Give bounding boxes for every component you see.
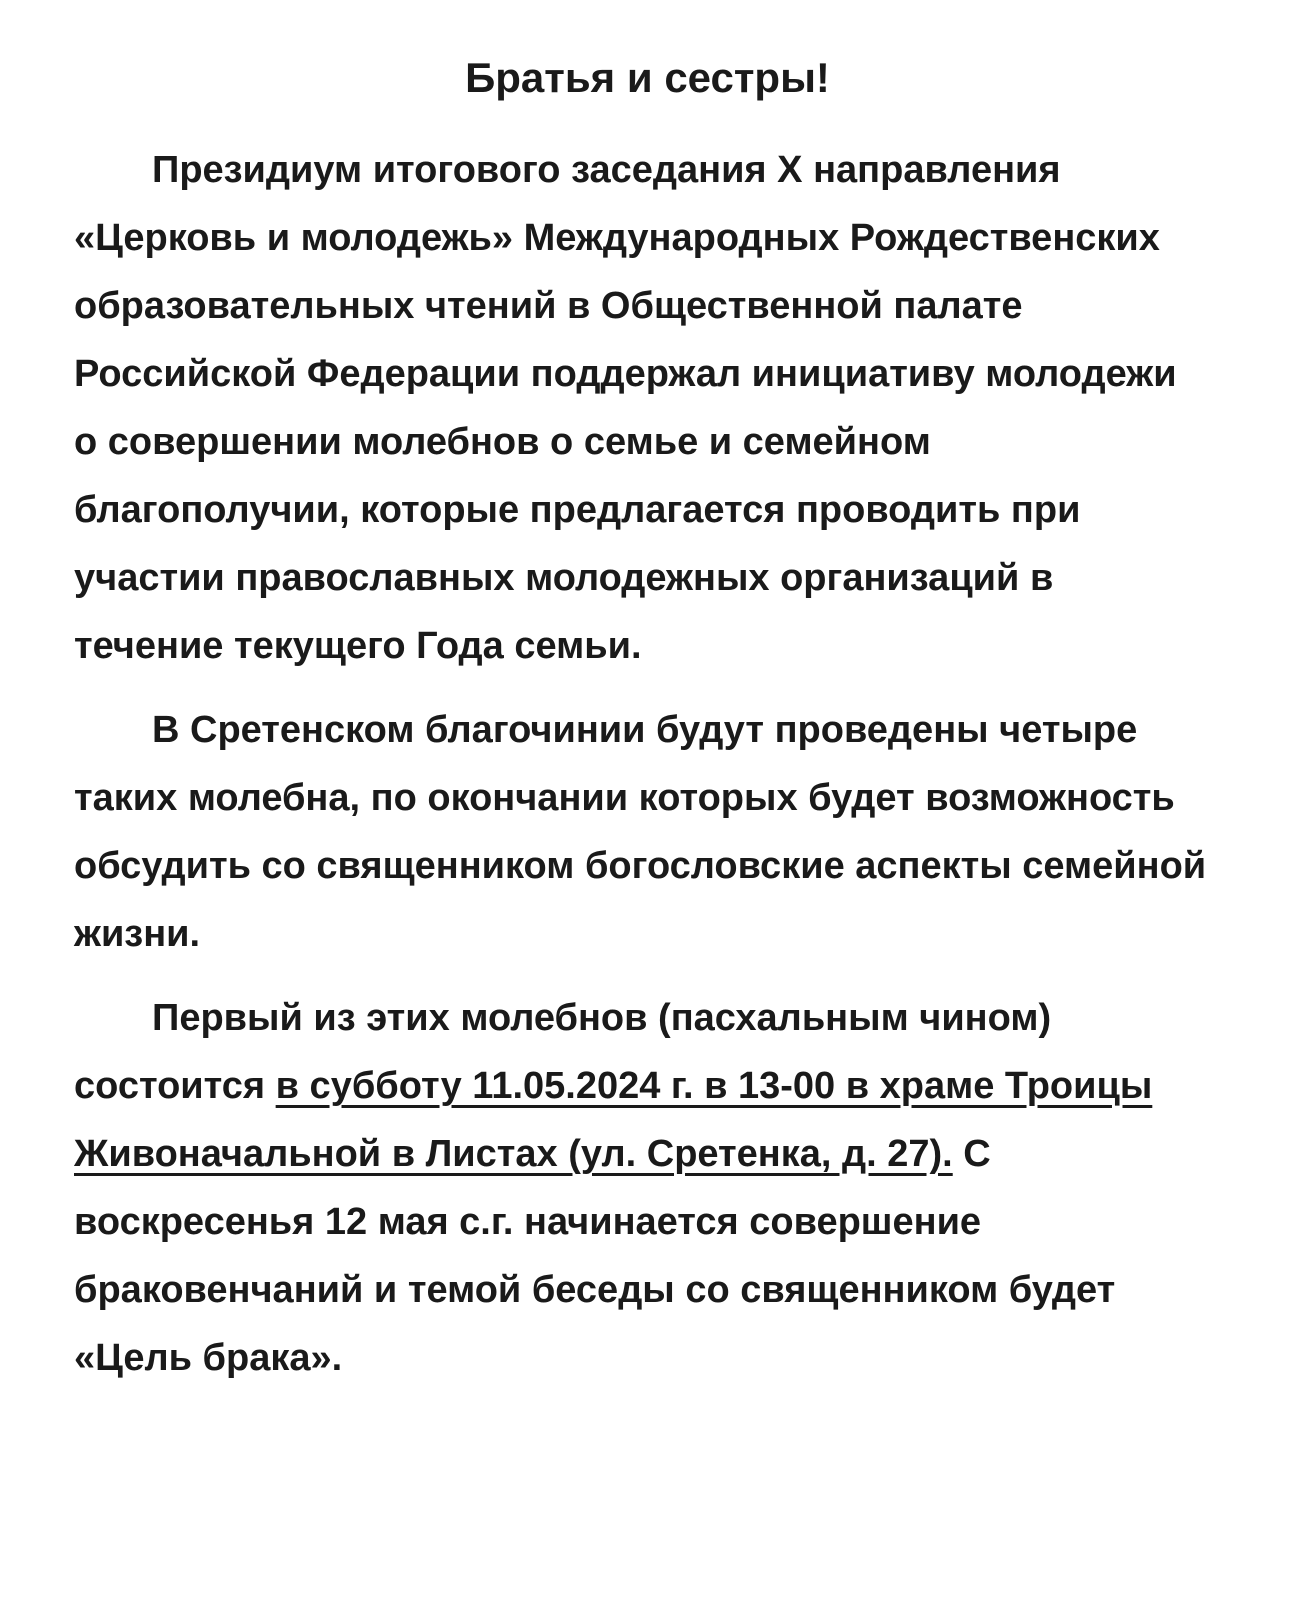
paragraph-intro-text: Первый из этих молебнов (пасхальным чином) состоится	[74, 997, 1052, 1107]
document-title: Братья и сестры!	[465, 54, 830, 101]
paragraph-blagochinie: В Сретенском благочинии будут проведены четыре таких молебна, по окончании которых будет возможность обсудить со священником богословские аспекты семейной жизни.	[74, 709, 1207, 955]
paragraph-rest-text: С воскресенья 12 мая с.г. начинается совершение браковенчаний и темой беседы со священником будет «Цель брака».	[74, 1133, 1116, 1379]
paragraph-first-moleben	[74, 984, 1209, 1392]
event-date-location: в субботу 11.05.2024 г. в 13-00 в храме Троицы Живоначальной в Листах (ул. Сретенка, д. 27).	[74, 1065, 1153, 1175]
paragraph-announcement: Президиум итогового заседания X направления «Церковь и молодежь» Международных Рождественских образовательных чтений в Общественной палате Российской Федерации поддержал инициативу молодежи о совершении молебнов о семье и семейном благополучии, которые предлагается проводить при участии православных молодежных организаций в течение текущего Года семьи.	[74, 149, 1177, 667]
